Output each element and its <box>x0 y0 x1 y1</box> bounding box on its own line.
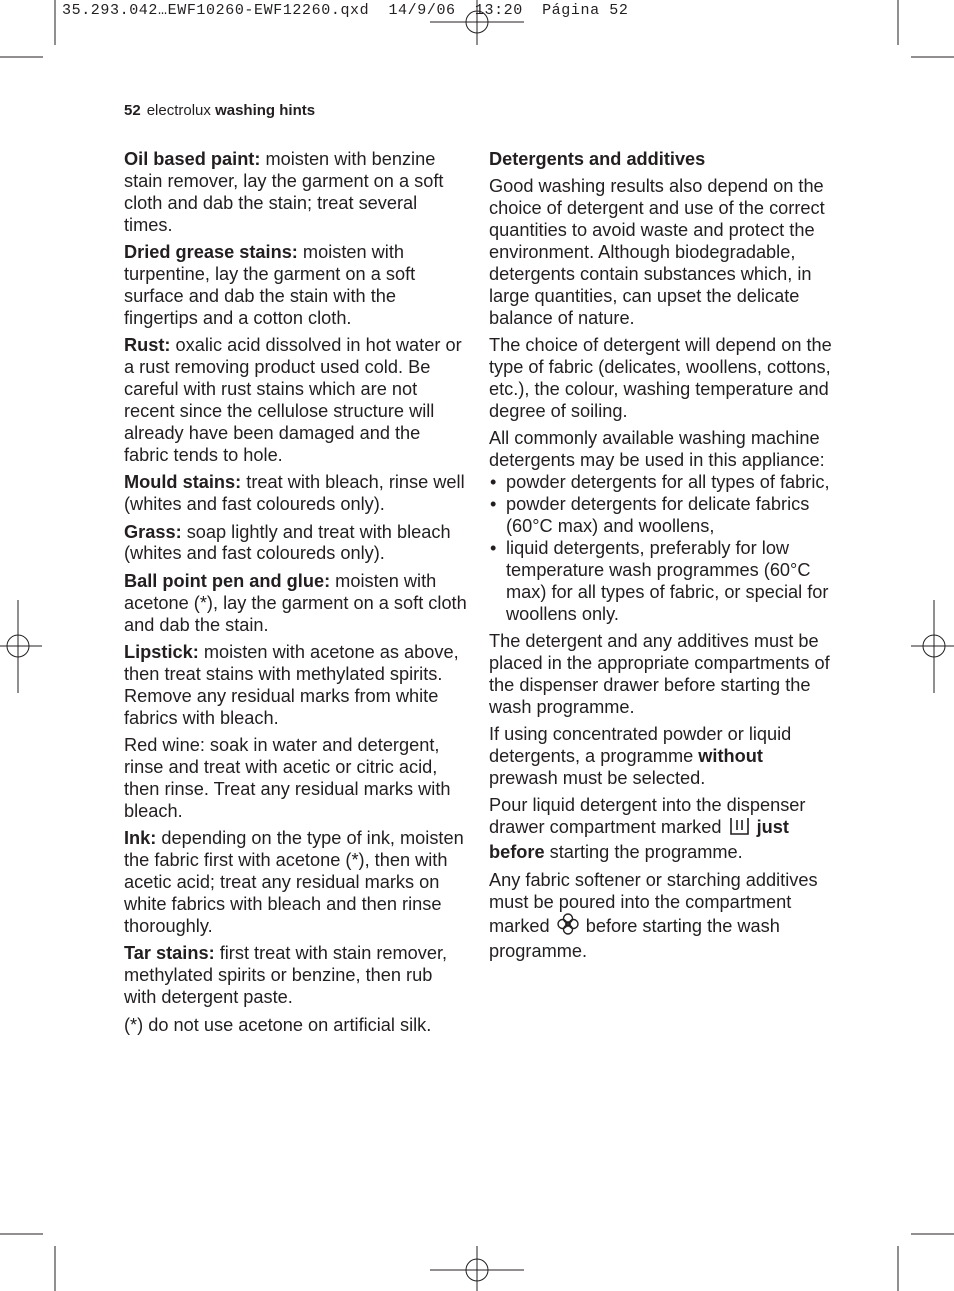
running-head <box>124 102 315 119</box>
text-run: Any fabric softener or starching additives must be poured into the compartment marked <box>489 869 818 937</box>
print-slug: 35.293.042…EWF10260-EWF12260.qxd 14/9/06 13:20 Página 52 <box>62 2 629 19</box>
detergent-list <box>489 472 834 625</box>
registration-mark-top <box>430 0 524 45</box>
brand-name: electrolux <box>146 102 211 119</box>
paragraph: The detergent and any additives must be placed in the appropriate compartments of the dispenser drawer before starting the wash programme. <box>489 631 830 717</box>
stain-text: moisten with acetone (*), lay the garment on a soft cloth and dab the stain. <box>124 570 467 635</box>
stain-term: Tar stains: <box>124 943 215 964</box>
stain-text: moisten with turpentine, lay the garment on a soft surface and dab the stain with the fingertips and a cotton cloth. <box>124 242 416 328</box>
main-wash-compartment-icon <box>729 817 750 842</box>
paragraph: All commonly available washing machine detergents may be used in this appliance: <box>489 428 825 471</box>
stain-term: Rust: <box>124 335 171 356</box>
detergents-column <box>489 149 834 969</box>
stain-text: oxalic acid dissolved in hot water or a rust removing product used cold. Be careful with rust stains which are not recent since the cellulose structure will already have been damaged and the fabric tends to hole. <box>124 335 462 465</box>
text-run: If using concentrated powder or liquid detergents, a programme <box>489 724 792 767</box>
paragraph <box>489 795 834 864</box>
stain-text: first treat with stain remover, methylated spirits or benzine, then rub with detergent paste. <box>124 943 448 1008</box>
stain-entry <box>124 335 469 466</box>
emphasis: without <box>698 746 763 767</box>
stain-text: moisten with acetone as above, then treat stains with methylated spirits. Remove any residual marks from white fabrics with bleach. <box>124 642 459 728</box>
stain-entry <box>124 242 469 330</box>
flower-softener-icon <box>557 913 579 941</box>
stain-text: moisten with benzine stain remover, lay the garment on a soft cloth and dab the stain; treat several times. <box>124 149 444 235</box>
stain-text: soap lightly and treat with bleach (whites and fast coloureds only). <box>124 521 451 564</box>
registration-mark-right <box>911 600 954 693</box>
stain-entry <box>124 522 469 566</box>
stain-term: Oil based paint: <box>124 149 261 169</box>
stain-term: Ink: <box>124 828 157 849</box>
emphasis: just before <box>489 817 789 863</box>
red-wine-entry: Red wine: soak in water and detergent, rinse and treat with acetic or citric acid, then rinse. Treat any residual marks with bleach. <box>124 735 451 821</box>
stain-entry <box>124 943 469 1009</box>
paragraph <box>489 870 834 964</box>
footnote: (*) do not use acetone on artificial silk. <box>124 1014 432 1035</box>
stain-entry <box>124 472 469 516</box>
section-title: washing hints <box>215 102 316 119</box>
stain-entry <box>124 828 469 938</box>
stain-term: Ball point pen and glue: <box>124 570 331 591</box>
registration-mark-bottom <box>430 1246 524 1291</box>
stain-text: treat with bleach, rinse well (whites and fast coloureds only). <box>124 472 465 515</box>
stain-removal-column <box>124 149 469 1042</box>
stain-text: depending on the type of ink, moisten the fabric first with acetone (*), then with acetic acid; treat any residual marks on white fabrics with bleach and then rinse thoroughly. <box>124 828 464 936</box>
text-run: starting the programme. <box>544 842 743 863</box>
registration-mark-left <box>0 600 42 693</box>
text-run: Pour liquid detergent into the dispenser drawer compartment marked <box>489 795 806 838</box>
stain-term: Grass: <box>124 521 182 542</box>
stain-term: Lipstick: <box>124 642 199 663</box>
stain-entry <box>124 642 469 730</box>
stain-term: Dried grease stains: <box>124 242 298 263</box>
section-heading: Detergents and additives <box>489 149 706 169</box>
paragraph: The choice of detergent will depend on the type of fabric (delicates, woollens, cottons, etc.), the colour, washing temperature and degree of soiling. <box>489 335 832 421</box>
page-number: 52 <box>124 102 141 119</box>
paragraph <box>489 724 834 790</box>
stain-entry <box>124 571 469 637</box>
text-run: prewash must be selected. <box>489 767 706 788</box>
stain-term: Mould stains: <box>124 472 242 493</box>
stain-entry <box>124 149 469 237</box>
paragraph: Good washing results also depend on the choice of detergent and use of the correct quantities to avoid waste and protect the environment. Although biodegradable, detergents contain substances which, in large quantities, can upset the delicate balance of nature. <box>489 176 825 328</box>
list-item: • liquid detergents, preferably for low temperature wash programmes (60°C max) for all types of fabric, or special for woollens only. <box>489 538 834 626</box>
list-item: • powder detergents for delicate fabrics (60°C max) and woollens, <box>489 494 834 538</box>
list-item: • powder detergents for all types of fabric, <box>489 472 834 494</box>
text-run: before starting the wash programme. <box>489 916 780 962</box>
